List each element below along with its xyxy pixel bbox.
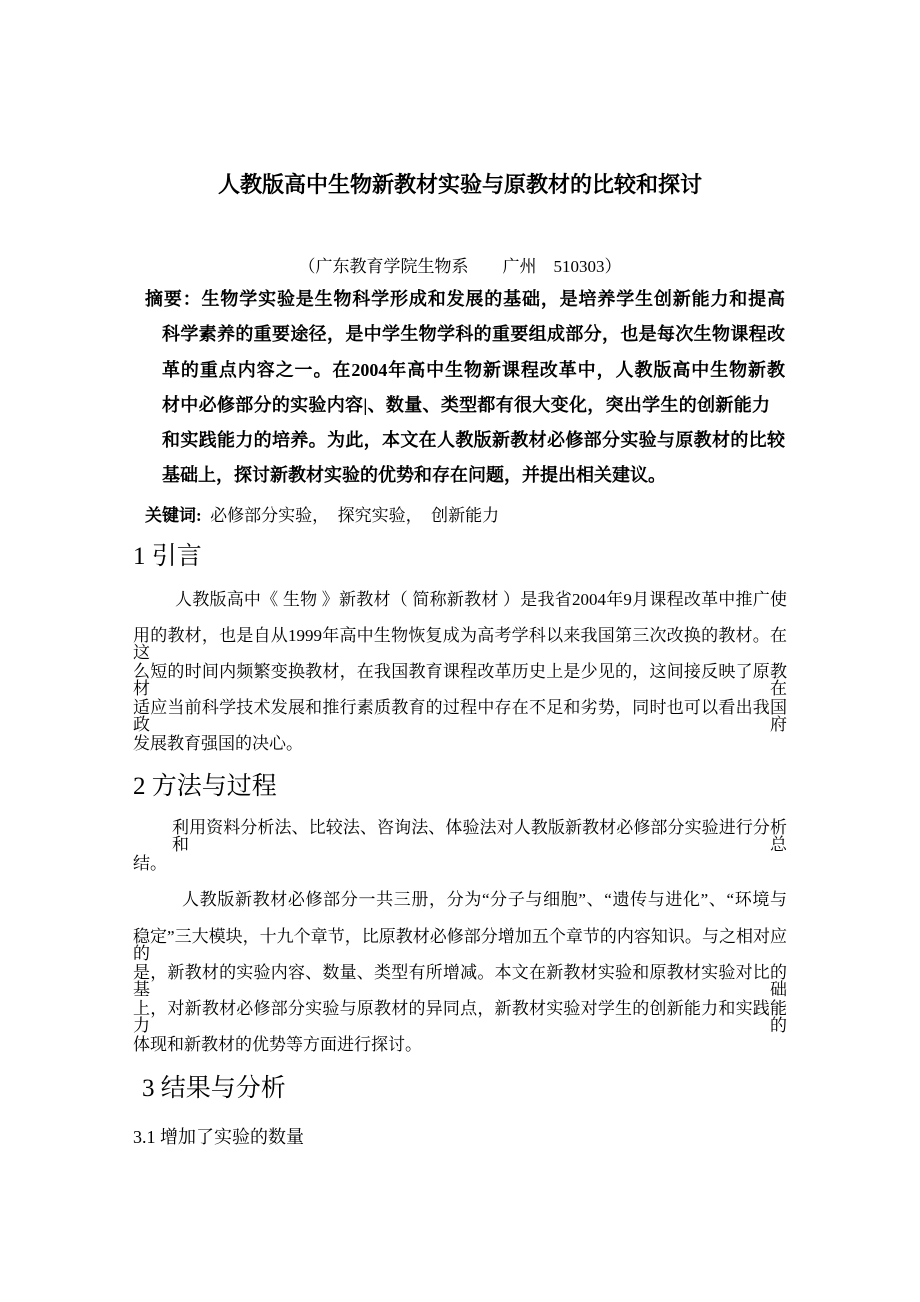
keywords-value: 必修部分实验， 探究实验， 创新能力 <box>210 506 500 525</box>
subsection-heading: 3.1 增加了实验的数量 <box>133 1127 304 1147</box>
section-heading: 1 引言 <box>133 543 202 570</box>
affiliation: （广东教育学院生物系 广州 510303） <box>298 257 622 276</box>
document-title: 人教版高中生物新教材实验与原教材的比较和探讨 <box>217 172 702 197</box>
abstract-label: 摘要 <box>145 289 183 309</box>
abstract-line: 科学素养的重要途径，是中学生物学科的重要组成部分，也是每次生物课程改 <box>162 324 785 344</box>
paragraph-line: 人教版新教材必修部分一共三册，分为“分子与细胞”、“遗传与进化”、“环境与 <box>182 890 787 909</box>
keywords-label: 关键词: <box>145 506 202 525</box>
paragraph-line: 人教版高中《 生物 》新教材（ 简称新教材 ）是我省2004年9月课程改革中推广使 <box>175 590 787 609</box>
paragraph-line: 发展教育强国的决心。 <box>133 734 303 753</box>
paragraph-line: 是，新教材的实验内容、数量、类型有所增减。本文在新教材实验和原教材实验对比的基础 <box>133 963 787 999</box>
abstract-text: ：生物学实验是生物科学形成和发展的基础，是培养学生创新能力和提高 <box>182 289 786 309</box>
paragraph-line: 上，对新教材必修部分实验与原教材的异同点，新教材实验对学生的创新能力和实践能力的 <box>133 999 787 1035</box>
section-heading: 2 方法与过程 <box>133 773 277 800</box>
paragraph-line: 体现和新教材的优势等方面进行探讨。 <box>133 1035 422 1054</box>
section-heading: 3 结果与分析 <box>142 1075 286 1102</box>
abstract-line <box>145 290 785 308</box>
paragraph-line: 结。 <box>133 854 167 873</box>
paragraph-line: 适应当前科学技术发展和推行素质教育的过程中存在不足和劣势，同时也可以看出我国政府 <box>133 698 787 734</box>
abstract-line: 革的重点内容之一。在2004年高中生物新课程改革中，人教版高中生物新教 <box>162 360 785 380</box>
paragraph-line: 么短的时间内频繁变换教材，在我国教育课程改革历史上是少见的，这间接反映了原教材在 <box>133 662 787 698</box>
keywords <box>145 507 499 524</box>
abstract-line: 和实践能力的培养。为此，本文在人教版新教材必修部分实验与原教材的比较 <box>162 430 785 450</box>
abstract-line: 基础上，探讨新教材实验的优势和存在问题，并提出相关建议。 <box>162 465 666 485</box>
abstract-line: 材中必修部分的实验内容|、数量、类型都有很大变化，突出学生的创新能力 <box>162 395 770 415</box>
paragraph-line: 用的教材，也是自从1999年高中生物恢复成为高考学科以来我国第三次改换的教材。在这 <box>133 626 787 662</box>
paragraph-line: 稳定”三大模块，十九个章节，比原教材必修部分增加五个章节的内容知识。与之相对应的 <box>133 927 787 963</box>
paragraph-line: 利用资料分析法、比较法、咨询法、体验法对人教版新教材必修部分实验进行分析和总 <box>172 818 787 854</box>
